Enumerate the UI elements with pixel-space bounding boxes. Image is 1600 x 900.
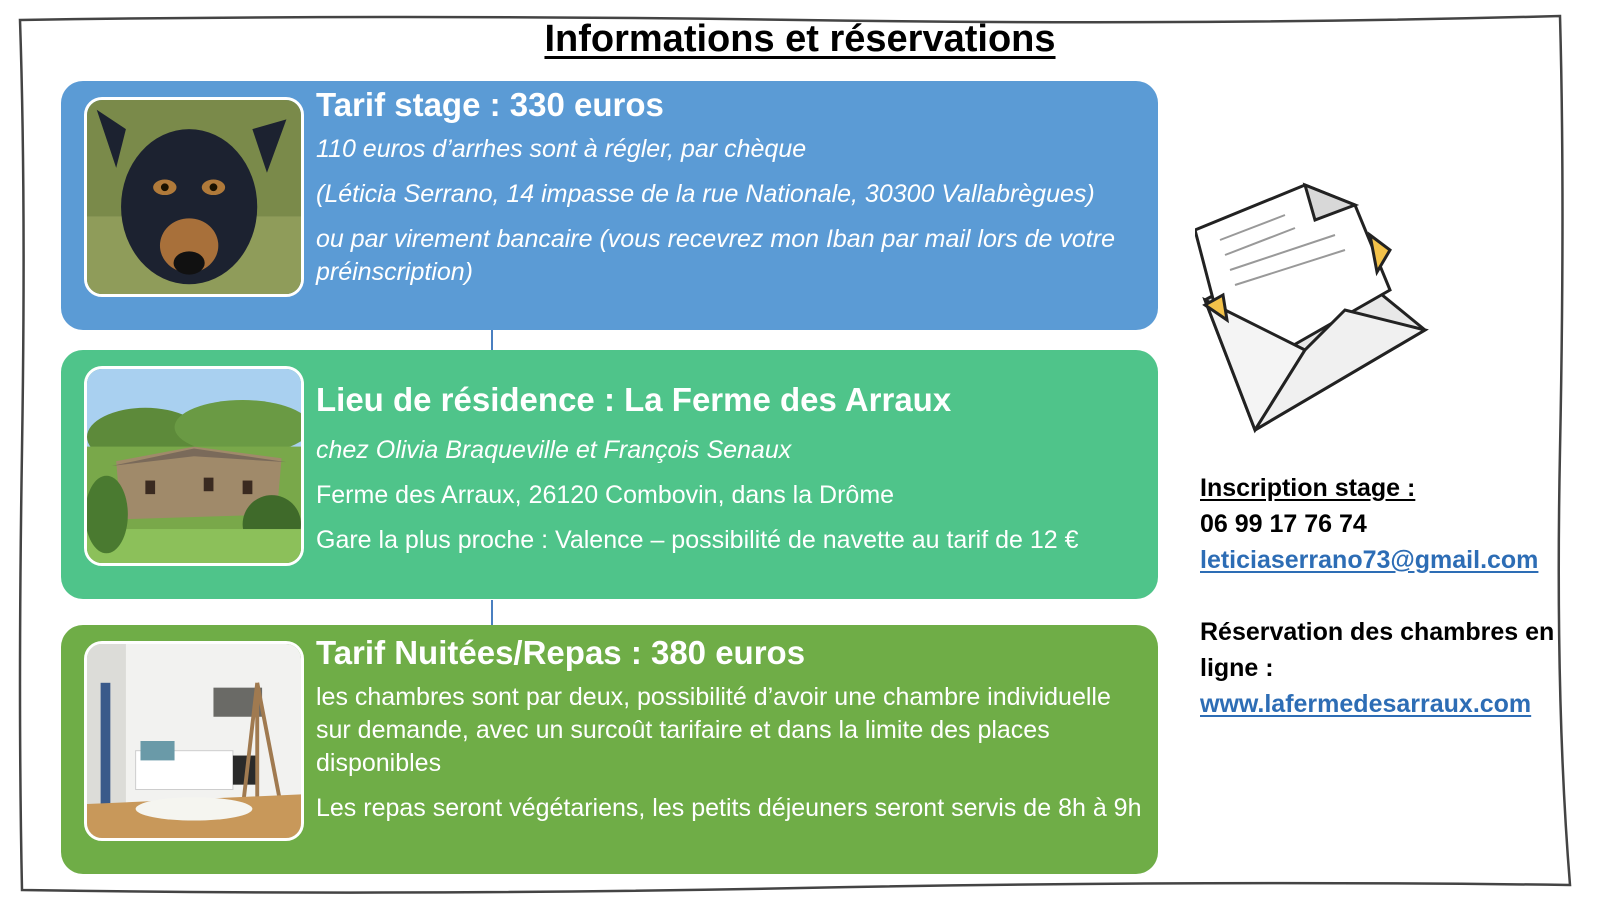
card-text: (Léticia Serrano, 14 impasse de la rue Nationale, 30300 Vallabrègues) — [316, 180, 1095, 208]
timeline-connector — [491, 330, 493, 350]
card-text: les chambres sont par deux, possibilité d’avoir une chambre individuelle sur demande, avec un surcoût tarifaire et dans la limite des places disponibles — [316, 683, 1111, 777]
email-link[interactable]: leticiaserrano73@gmail.com — [1200, 546, 1539, 574]
card-text: Gare la plus proche : Valence – possibilité de navette au tarif de 12 € — [316, 526, 1079, 554]
card-title: Tarif stage : 330 euros — [316, 86, 664, 123]
card-title: Tarif Nuitées/Repas : 380 euros — [316, 634, 806, 671]
tarif-nuitees-card — [61, 625, 1158, 874]
card-text: Les repas seront végétariens, les petits déjeuners seront servis de 8h à 9h — [316, 794, 1142, 822]
lieu-residence-card — [61, 350, 1158, 599]
card-text: 110 euros d’arrhes sont à régler, par chèque — [316, 135, 807, 163]
phone-number: 06 99 17 76 74 — [1200, 510, 1367, 538]
dog-photo — [84, 97, 304, 297]
bedroom-photo — [84, 641, 304, 841]
timeline-connector — [491, 600, 493, 625]
card-text: ou par virement bancaire (vous recevrez mon Iban par mail lors de votre préinscription) — [316, 225, 1115, 286]
reservation-label: Réservation des chambres en ligne : — [1200, 618, 1555, 682]
farmhouse-photo — [84, 366, 304, 566]
contact-block — [1200, 470, 1585, 722]
inscription-label: Inscription stage : — [1200, 474, 1416, 502]
website-link[interactable]: www.lafermedesarraux.com — [1200, 690, 1532, 718]
tarif-stage-card — [61, 81, 1158, 330]
card-title: Lieu de résidence : La Ferme des Arraux — [316, 381, 952, 418]
page-title: Informations et réservations — [544, 18, 1056, 60]
card-text: Ferme des Arraux, 26120 Combovin, dans la Drôme — [316, 481, 895, 509]
envelope-letter-icon — [1195, 180, 1445, 440]
card-text: chez Olivia Braqueville et François Senaux — [316, 436, 792, 464]
